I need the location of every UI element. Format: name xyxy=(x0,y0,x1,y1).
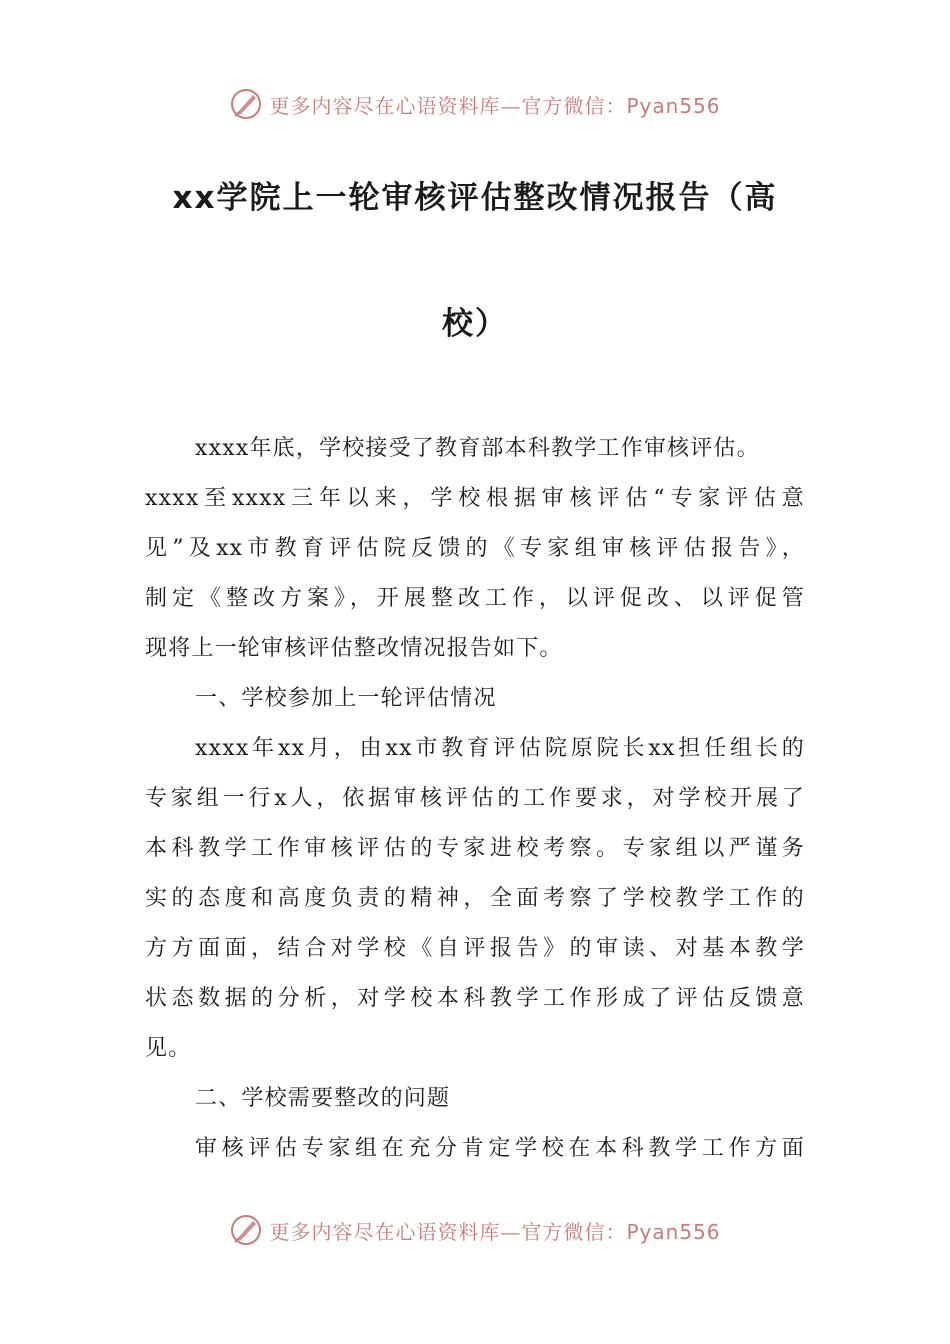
watermark-account: Pyan556 xyxy=(626,93,721,118)
quill-logo-icon xyxy=(229,1213,263,1247)
watermark-label: 更多内容尽在心语资料库—官方微信： xyxy=(269,93,627,118)
section-heading: 二、学校需要整改的问题 xyxy=(195,1086,451,1111)
section-heading: 一、学校参加上一轮评估情况 xyxy=(195,686,497,711)
header-watermark xyxy=(0,84,950,124)
document-title-line-1: xx学院上一轮审核评估整改情况报告（高 xyxy=(172,180,778,216)
body-line: 状态数据的分析，对学校本科教学工作形成了评估反馈意 xyxy=(145,986,805,1011)
body-line: xxxx至xxxx三年以来，学校根据审核评估“专家评估意 xyxy=(145,486,805,511)
watermark-label: 更多内容尽在心语资料库—官方微信： xyxy=(269,1219,627,1244)
quill-logo-icon xyxy=(229,87,263,121)
watermark-text xyxy=(269,90,720,119)
body-line: 本科教学工作审核评估的专家进校考察。专家组以严谨务 xyxy=(145,836,805,861)
body-line: 见”及xx市教育评估院反馈的《专家组审核评估报告》， xyxy=(145,536,805,561)
body-line: 审核评估专家组在充分肯定学校在本科教学工作方面 xyxy=(195,1136,805,1161)
body-line: xxxx年xx月，由xx市教育评估院原院长xx担任组长的 xyxy=(195,736,805,761)
watermark-text xyxy=(269,1216,720,1245)
body-line: 现将上一轮审核评估整改情况报告如下。 xyxy=(145,636,563,661)
body-line: 见。 xyxy=(145,1036,192,1061)
footer-watermark xyxy=(0,1210,950,1250)
watermark-account: Pyan556 xyxy=(626,1219,721,1244)
body-line: 方方面面，结合对学校《自评报告》的审读、对基本教学 xyxy=(145,936,805,961)
document-title-line-2: 校） xyxy=(442,306,508,342)
body-line: 制定《整改方案》，开展整改工作，以评促改、以评促管 xyxy=(145,586,805,611)
body-line: xxxx年底，学校接受了教育部本科教学工作审核评估。 xyxy=(195,436,760,461)
body-line: 实的态度和高度负责的精神，全面考察了学校教学工作的 xyxy=(145,886,805,911)
body-line: 专家组一行x人，依据审核评估的工作要求，对学校开展了 xyxy=(145,786,805,811)
